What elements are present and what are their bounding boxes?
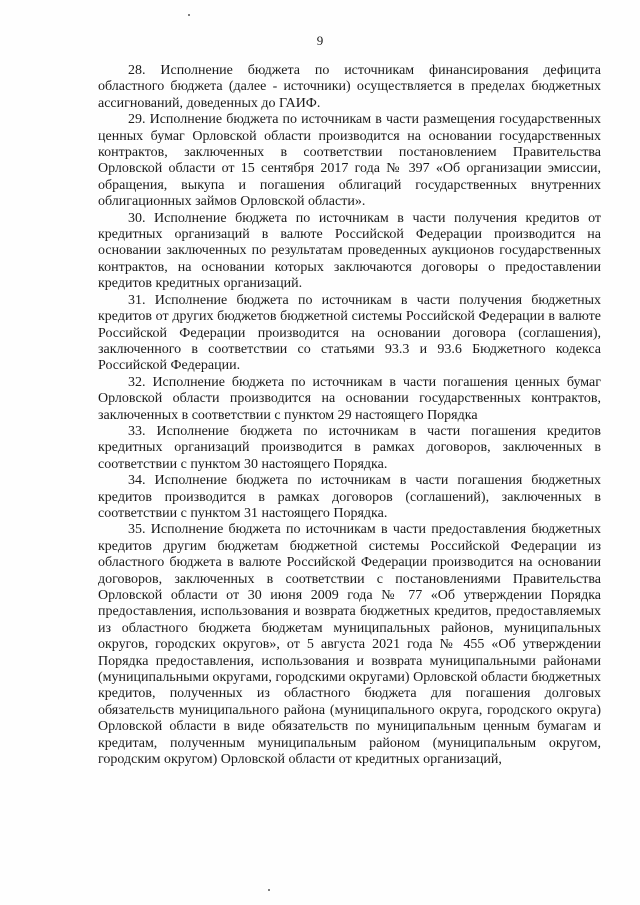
paragraph-31: 31. Исполнение бюджета по источникам в части получения бюджетных кредитов от других бюджетов бюджетной системы Российской Федерации в валюте Российской Федерации производится на основании договора (соглашения), заключенного в соответствии со статьями 93.3 и 93.6 Бюджетного кодекса Российской Федерации.: [98, 292, 601, 374]
paragraph-30: 30. Исполнение бюджета по источникам в части получения кредитов от кредитных организаций в валюте Российской Федерации производится на основании заключенных по результатам проведенных аукционов государственных контрактов, на основании которых заключаются договоры о предоставлении кредитов кредитных организаций.: [98, 210, 601, 292]
page-number: 9: [316, 33, 324, 48]
body-text: [98, 63, 601, 768]
paragraph-32: 32. Исполнение бюджета по источникам в части погашения ценных бумаг Орловской области производится на основании государственных контрактов, заключенных в соответствии с пунктом 29 настоящего Порядка: [98, 374, 601, 423]
paragraph-34: 34. Исполнение бюджета по источникам в части погашения бюджетных кредитов производится в рамках договоров (соглашений), заключенных в соответствии с пунктом 31 настоящего Порядка.: [98, 473, 601, 521]
paragraph-35: 35. Исполнение бюджета по источникам в части предоставления бюджетных кредитов другим бюджетам бюджетной системы Российской Федерации из областного бюджета в валюте Российской Федерации производится на основании договоров, заключенных в соответствии с постановлениями Правительства Орловской области от 30 июня 2009 года № 77 «Об утверждении Порядка предоставления, использования и возврата бюджетных кредитов, предоставляемых из областного бюджета бюджетам муниципальных районов, муниципальных округов, городских округов», от 5 августа 2021 года № 455 «Об утверждении Порядка предоставления, использования и возврата муниципальными районами (муниципальными округами, городскими округами) Орловской области бюджетных кредитов, полученных из областного бюджета для погашения долговых обязательств муниципального района (муниципального округа, городского округа) Орловской области в виде обязательств по муниципальным ценным бумагам и кредитам, полученным муниципальным районом (муниципальным округом, городским округом) Орловской области от кредитных организаций,: [98, 522, 601, 768]
paragraph-33: 33. Исполнение бюджета по источникам в части погашения кредитов кредитных организаций производится в рамках договоров, заключенных в соответствии с пунктом 30 настоящего Порядка.: [98, 423, 601, 472]
paragraph-29: 29. Исполнение бюджета по источникам в части размещения государственных ценных бумаг Орловской области производится на основании государственных контрактов, заключенных в соответствии постановлением Правительства Орловской области от 15 сентября 2017 года № 397 «Об организации эмиссии, обращения, выкупа и погашения облигаций государственных внутренних облигационных займов Орловской области».: [98, 112, 601, 210]
scan-speck: [268, 889, 270, 891]
paragraph-28: 28. Исполнение бюджета по источникам финансирования дефицита областного бюджета (далее - источники) осуществляется в пределах бюджетных ассигнований, доведенных до ГАИФ.: [98, 63, 601, 111]
scan-speck: [188, 14, 190, 16]
